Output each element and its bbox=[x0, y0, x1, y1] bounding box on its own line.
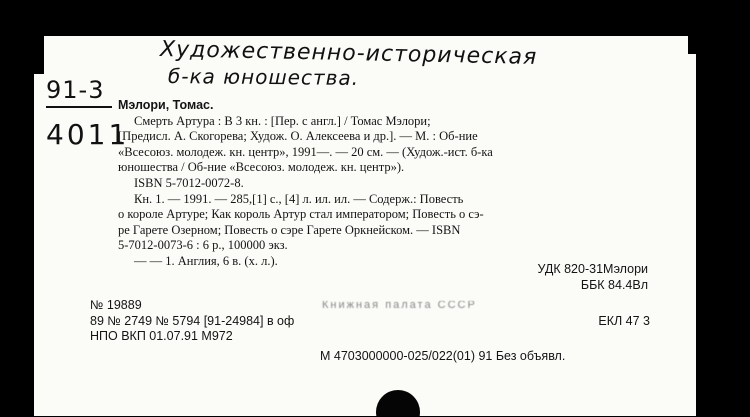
npo-line: НПО ВКП 01.07.91 М972 bbox=[90, 329, 233, 343]
classification-codes bbox=[538, 262, 649, 293]
volume-line: ре Гарете Озерном; Повесть о сэре Гарете Оркнейском. — ISBN bbox=[118, 222, 461, 237]
title-line: «Всесоюз. молодеж. кн. центр», 1991—. — 20 см. — (Худож.-ист. б-ка bbox=[118, 144, 493, 159]
ekl-code: ЕКЛ 47 3 bbox=[598, 313, 650, 328]
catalog-card bbox=[34, 36, 696, 416]
handwritten-library-name: Художественно-историческая bbox=[159, 37, 538, 70]
imprint-line bbox=[90, 329, 650, 345]
imprint-line bbox=[90, 298, 650, 314]
index-code-line: М 4703000000-025/022(01) 91 Без объявл. bbox=[320, 348, 566, 363]
volume-line: о короле Артуре; Как король Артур стал императором; Повесть о сэ- bbox=[118, 207, 484, 222]
volume-line: Кн. 1. — 1991. — 285,[1] с., [4] л. ил. ил. — Содерж.: Повесть bbox=[134, 191, 464, 206]
order-line: 89 № 2749 № 5794 [91-24984] в оф bbox=[90, 313, 295, 328]
isbn-line: ISBN 5-7012-0072-8. bbox=[134, 175, 244, 190]
card-punch-hole bbox=[376, 390, 420, 416]
shelfmark-classification: 91-3 bbox=[46, 76, 105, 104]
author-heading: Мэлори, Томас. bbox=[118, 98, 214, 112]
handwritten-library-name-cont: б-ка юношества. bbox=[167, 64, 360, 90]
imprint-line bbox=[320, 349, 650, 365]
shelfmark-underline bbox=[46, 106, 112, 108]
publication-imprint bbox=[90, 298, 650, 364]
bbk-code: ББК 84.4Вл bbox=[580, 277, 648, 292]
record-number: № 19889 bbox=[90, 298, 142, 312]
title-line: Смерть Артура : В 3 кн. : [Пер. с англ.] / Томас Мэлори; bbox=[134, 113, 431, 128]
imprint-line bbox=[90, 314, 650, 330]
title-line: [Предисл. А. Скогорева; Худож. О. Алексеева и др.]. — М. : Об-ние bbox=[118, 129, 478, 144]
bibliographic-entry bbox=[118, 98, 646, 270]
volume-line: 5-7012-0073-6 : 6 р., 100000 экз. bbox=[118, 238, 288, 253]
shelfmark-number: 4011 bbox=[46, 118, 130, 151]
title-line: юношества / Об-ние «Всесоюз. молодеж. кн. центр»). bbox=[118, 160, 405, 175]
smudged-stamp-text: Книжная палата СССР bbox=[322, 301, 477, 310]
subject-line: — — 1. Англия, 6 в. (х. л.). bbox=[134, 253, 278, 268]
shelfmark bbox=[46, 76, 129, 151]
udk-code: УДК 820-31Мэлори bbox=[537, 262, 648, 276]
